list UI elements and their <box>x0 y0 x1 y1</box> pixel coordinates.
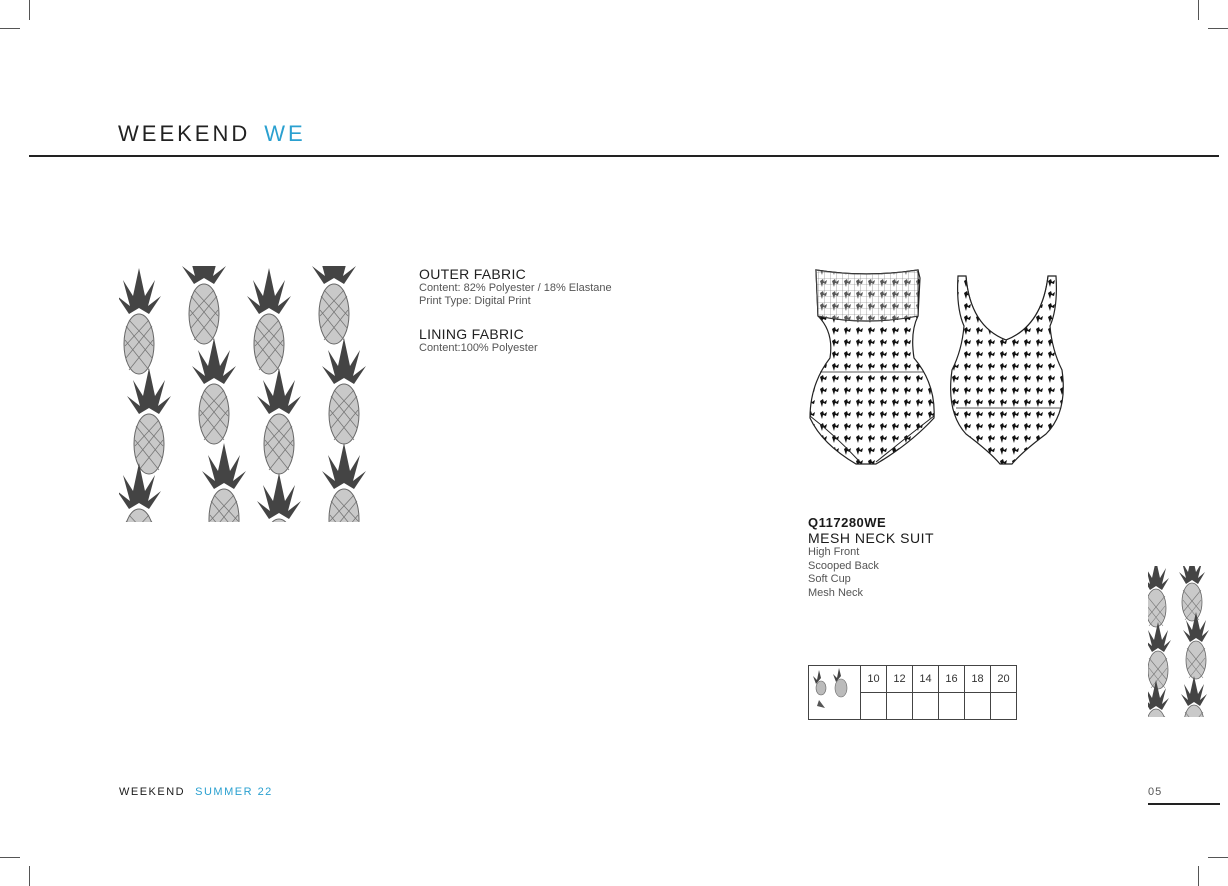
size-label: 14 <box>913 666 939 693</box>
footer-brand: WEEKEND <box>119 786 186 798</box>
size-header-row <box>809 666 1017 693</box>
page-number-rule <box>1148 803 1220 805</box>
crop-mark <box>1208 857 1228 858</box>
crop-mark <box>29 866 30 886</box>
crop-mark <box>0 857 20 858</box>
crop-mark <box>1208 28 1228 29</box>
header-divider <box>29 155 1219 157</box>
lining-fabric-heading: LINING FABRIC <box>419 326 525 342</box>
crop-mark <box>1198 0 1199 20</box>
style-info <box>808 515 934 600</box>
size-table <box>808 665 1017 720</box>
outer-fabric-content: Content: 82% Polyester / 18% Elastane <box>419 282 612 294</box>
size-label: 20 <box>991 666 1017 693</box>
style-feature: Soft Cup <box>808 573 851 585</box>
size-label: 18 <box>965 666 991 693</box>
size-label: 12 <box>887 666 913 693</box>
footer-season: SUMMER 22 <box>195 786 273 798</box>
size-qty-cell <box>913 693 939 720</box>
style-code: Q117280WE <box>808 515 887 530</box>
collection-code: WE <box>264 121 306 146</box>
page-title <box>118 121 306 147</box>
style-feature: Scooped Back <box>808 559 879 572</box>
crop-mark <box>1198 866 1199 886</box>
brand-name: WEEKEND <box>118 121 251 146</box>
swimsuit-sketch-image <box>806 266 1066 471</box>
footer <box>119 786 273 798</box>
crop-mark <box>0 28 20 29</box>
lining-fabric-block <box>419 328 538 355</box>
size-qty-cell <box>939 693 965 720</box>
print-thumbnail <box>809 666 861 720</box>
size-qty-cell <box>991 693 1017 720</box>
size-qty-cell <box>887 693 913 720</box>
size-label: 16 <box>939 666 965 693</box>
crop-mark <box>29 0 30 20</box>
style-name: MESH NECK SUIT <box>808 530 935 546</box>
print-swatch-image <box>119 266 373 522</box>
lining-fabric-content: Content:100% Polyester <box>419 342 538 354</box>
size-label: 10 <box>861 666 887 693</box>
page-number: 05 <box>1148 786 1163 798</box>
style-feature: High Front <box>808 546 860 558</box>
outer-fabric-print-type: Print Type: Digital Print <box>419 295 531 307</box>
outer-fabric-heading: OUTER FABRIC <box>419 266 527 282</box>
outer-fabric-block <box>419 268 612 308</box>
size-qty-cell <box>861 693 887 720</box>
print-strip-image <box>1148 566 1220 717</box>
size-qty-cell <box>965 693 991 720</box>
style-feature: Mesh Neck <box>808 586 864 599</box>
